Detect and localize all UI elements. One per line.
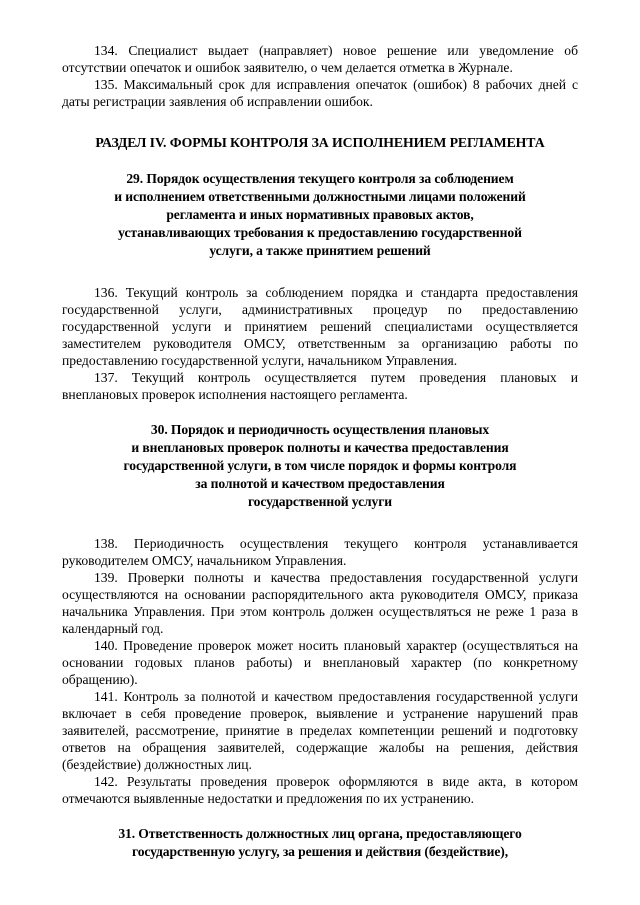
subsection-30-heading <box>62 421 578 511</box>
heading-line: 29. Порядок осуществления текущего контроля за соблюдением <box>126 171 514 186</box>
paragraph-135: 135. Максимальный срок для исправления опечаток (ошибок) 8 рабочих дней с даты регистрации заявления об исправлении ошибок. <box>62 77 578 109</box>
paragraph-139: 139. Проверки полноты и качества предоставления государственной услуги осуществляются на основании распорядительного акта руководителя ОМСУ, приказа начальника Управления. При этом контроль должен осуществляться не реже 1 раза в календарный год. <box>62 570 578 636</box>
heading-line: государственной услуги <box>247 494 393 509</box>
paragraph-134: 134. Специалист выдает (направляет) новое решение или уведомление об отсутствии опечаток и ошибок заявителю, о чем делается отметка в Журнале. <box>62 43 578 75</box>
heading-line: государственной услуги, в том числе порядок и формы контроля <box>123 458 517 473</box>
subsection-31-heading <box>62 825 578 861</box>
paragraph-138: 138. Периодичность осуществления текущего контроля устанавливается руководителем ОМСУ, начальником Управления. <box>62 536 578 568</box>
heading-line: и внеплановых проверок полноты и качества предоставления <box>131 440 509 455</box>
heading-line: регламента и иных нормативных правовых актов, <box>166 207 474 222</box>
paragraph-140: 140. Проведение проверок может носить плановый характер (осуществляться на основании годовых планов работы) и внеплановый характер (по конкретному обращению). <box>62 638 578 687</box>
paragraph-137: 137. Текущий контроль осуществляется путем проведения плановых и внеплановых проверок исполнения настоящего регламента. <box>62 370 578 402</box>
paragraph-142: 142. Результаты проведения проверок оформляются в виде акта, в котором отмечаются выявленные недостатки и предложения по их устранению. <box>62 774 578 806</box>
paragraph-136: 136. Текущий контроль за соблюдением порядка и стандарта предоставления государственной услуги, административных процедур по предоставлению государственной услуги и принятием решений специалистами осуществляется заместителем руководителя ОМСУ, ответственным за организацию работы по предоставлению государственной услуги, начальником Управления. <box>62 285 578 368</box>
heading-line: государственную услугу, за решения и действия (бездействие), <box>131 844 508 859</box>
section-title: РАЗДЕЛ IV. ФОРМЫ КОНТРОЛЯ ЗА ИСПОЛНЕНИЕМ РЕГЛАМЕНТА <box>95 135 545 150</box>
subsection-29-heading <box>62 170 578 260</box>
heading-line: и исполнением ответственными должностными лицами положений <box>114 189 526 204</box>
heading-line: услуги, а также принятием решений <box>209 243 431 258</box>
heading-line: 31. Ответственность должностных лиц органа, предоставляющего <box>118 826 522 841</box>
heading-line: устанавливающих требования к предоставлению государственной <box>118 225 522 240</box>
paragraph-141: 141. Контроль за полнотой и качеством предоставления государственной услуги включает в себя проведение проверок, выявление и устранение нарушений прав заявителей, рассмотрение, принятие в пределах компетенции решений и подготовку ответов на обращения заявителей, содержащие жалобы на решения, действия (бездействие) должностных лиц. <box>62 689 578 772</box>
heading-line: 30. Порядок и периодичность осуществления плановых <box>150 422 490 437</box>
document-content <box>62 42 578 861</box>
heading-line: за полнотой и качеством предоставления <box>195 476 445 491</box>
